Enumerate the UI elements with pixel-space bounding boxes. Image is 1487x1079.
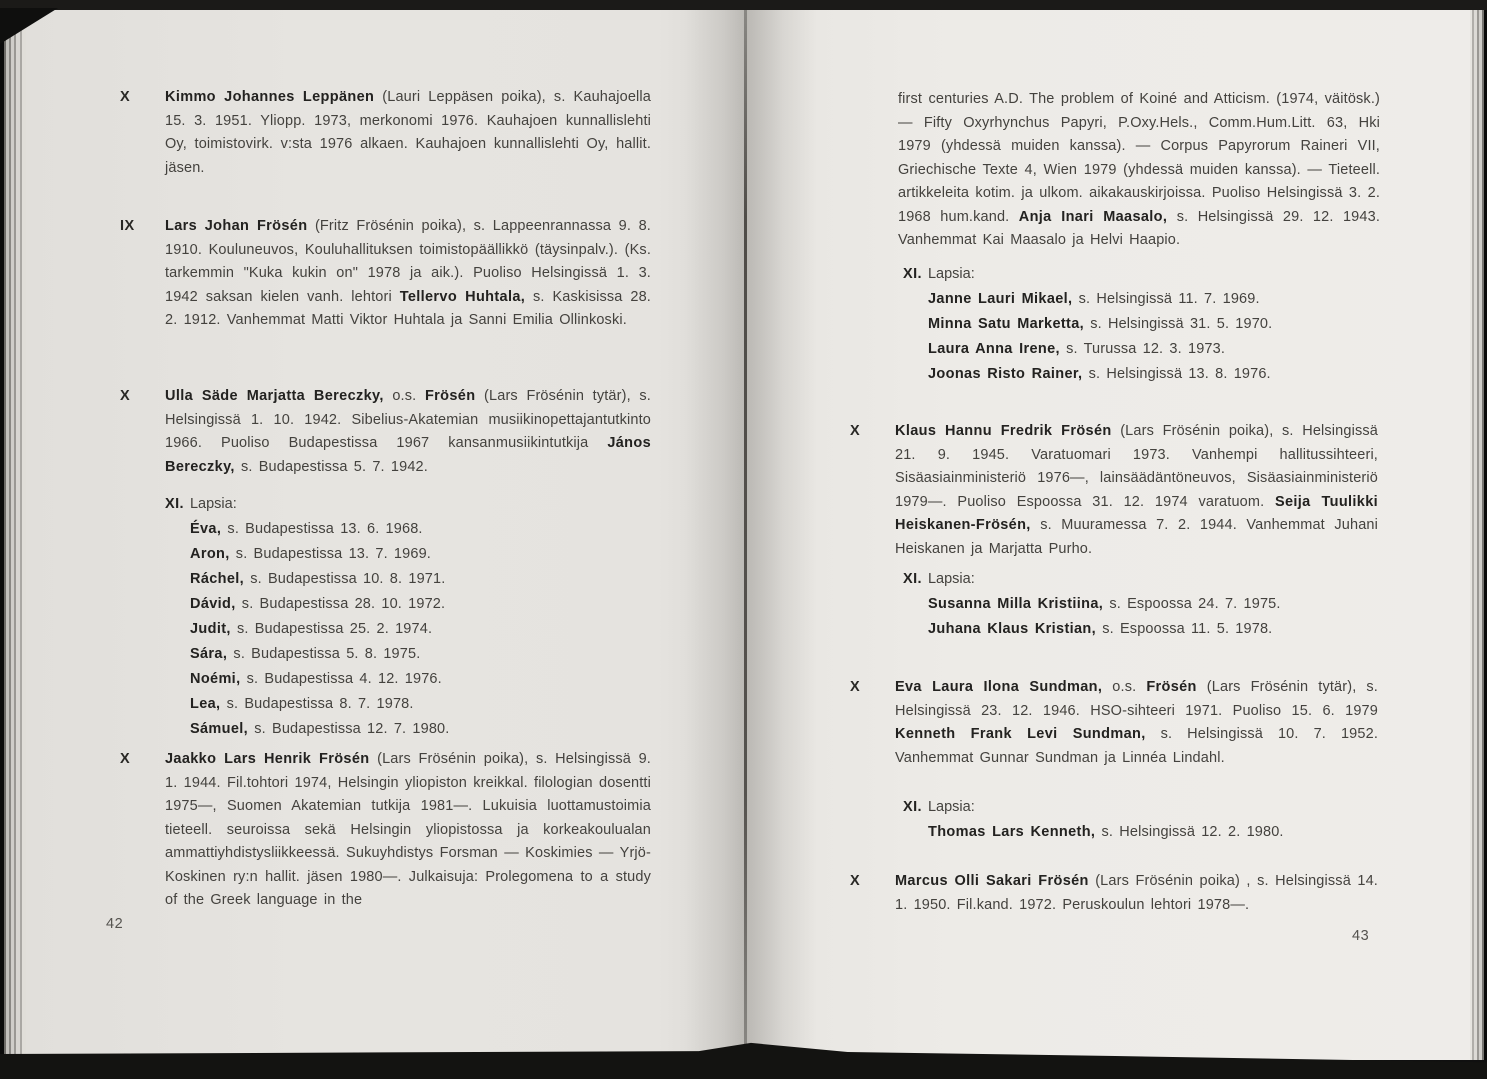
entry-jaakko-frosen: [120, 748, 651, 913]
child-line: Susanna Milla Kristiina, s. Espoossa 24. 7. 1975.: [928, 596, 1281, 612]
entry-kimmo-leppanen: [120, 86, 651, 180]
entry-text: Kimmo Johannes Leppänen (Lauri Leppäsen poika), s. Kauhajoella 15. 3. 1951. Yliopp. 1973, merkonomi 1976. Kauhajoen kunnallislehti Oy, toimistovirk. v:sta 1976 alkaen. Kauhajoen kunnallislehti Oy, hallit. jäsen.: [165, 89, 651, 176]
children-label: [165, 492, 449, 517]
children-label: [903, 795, 1284, 820]
generation-numeral: X: [850, 423, 861, 439]
child-line: Dávid, s. Budapestissa 28. 10. 1972.: [190, 596, 446, 612]
children-label-text: Lapsia:: [927, 799, 975, 815]
children-list: [903, 820, 1284, 845]
children-generation-numeral: XI.: [903, 266, 922, 282]
children-generation-numeral: XI.: [165, 496, 184, 512]
child-line: Joonas Risto Rainer, s. Helsingissä 13. 8. 1976.: [928, 366, 1271, 382]
entry-klaus-frosen: [850, 420, 1378, 561]
children-label-text: Lapsia:: [189, 496, 237, 512]
scan-border-top: [0, 0, 1487, 10]
children-label: [903, 567, 1281, 592]
child-line: Ráchel, s. Budapestissa 10. 8. 1971.: [190, 571, 446, 587]
child-line: Sámuel, s. Budapestissa 12. 7. 1980.: [190, 721, 450, 737]
entry-lars-frosen: [120, 215, 651, 333]
page-edges-right: [1470, 8, 1487, 1060]
children-block-maasalo: [903, 262, 1272, 387]
entry-text: Ulla Säde Marjatta Bereczky, o.s. Frösén (Lars Frösénin tytär), s. Helsingissä 1. 10. 1942. Sibelius-Akatemian musiikinopettajantutkinto 1966. Puoliso Budapestissa 1967 kansanmusiikintutkija János Bereczky, s. Budapestissa 5. 7. 1942.: [165, 388, 651, 475]
generation-numeral: X: [850, 679, 861, 695]
children-block-ulla: [165, 492, 449, 742]
child-line: Janne Lauri Mikael, s. Helsingissä 11. 7. 1969.: [928, 291, 1260, 307]
entry-text: Jaakko Lars Henrik Frösén (Lars Frösénin poika), s. Helsingissä 9. 1. 1944. Fil.tohtori 1974, Helsingin yliopiston kreikkal. filologian dosentti 1975—, Suomen Akatemian tutkija 1981—. Lukuisia luottamustoimia tieteell. seuroissa sekä Helsingin yliopistossa ja korkeakoulualan ammattiyhdistysliikkeessä. Sukuyhdistys Forsman — Koskimies — Yrjö-Koskinen ry:n hallit. jäsen 1980—. Julkaisuja: Prolegomena to a study of the Greek language in the: [165, 751, 651, 908]
children-label: [903, 262, 1272, 287]
entry-eva-sundman: [850, 676, 1378, 770]
entry-text: Marcus Olli Sakari Frösén (Lars Frösénin poika) , s. Helsingissä 14. 1. 1950. Fil.kand. 1972. Peruskoulun lehtori 1978—.: [895, 873, 1378, 913]
children-block-klaus: [903, 567, 1281, 642]
gutter-shadow-left: [685, 10, 744, 1056]
children-list: [903, 592, 1281, 642]
child-line: Aron, s. Budapestissa 13. 7. 1969.: [190, 546, 431, 562]
gutter-shadow-right: [747, 8, 817, 1060]
generation-numeral: X: [120, 89, 131, 105]
child-line: Sára, s. Budapestissa 5. 8. 1975.: [190, 646, 421, 662]
entry-text: Eva Laura Ilona Sundman, o.s. Frösén (Lars Frösénin tytär), s. Helsingissä 23. 12. 1946. HSO-sihteeri 1971. Puoliso 15. 6. 1979 Kenneth Frank Levi Sundman, s. Helsingissä 10. 7. 1952. Vanhemmat Gunnar Sundman ja Linnéa Lindahl.: [895, 679, 1378, 766]
children-label-text: Lapsia:: [927, 266, 975, 282]
entry-text: Klaus Hannu Fredrik Frösén (Lars Frösénin poika), s. Helsingissä 21. 9. 1945. Varatuomari 1973. Vanhempi hallitussihteeri, Sisäasiainministeriö 1976—, lainsäädäntöneuvos, Sisäasiainministeriö 1979—. Puoliso Espoossa 31. 12. 1974 varatuom. Seija Tuulikki Heiskanen-Frösén, s. Muuramessa 7. 2. 1944. Vanhemmat Juhani Heiskanen ja Marjatta Purho.: [895, 423, 1379, 557]
book-gutter: [744, 8, 747, 1056]
children-block-eva: [903, 795, 1284, 845]
child-line: Thomas Lars Kenneth, s. Helsingissä 12. 2. 1980.: [928, 824, 1284, 840]
children-label-text: Lapsia:: [927, 571, 975, 587]
child-line: Judit, s. Budapestissa 25. 2. 1974.: [190, 621, 433, 637]
generation-numeral: IX: [120, 218, 135, 234]
generation-numeral: X: [850, 873, 861, 889]
child-line: Minna Satu Marketta, s. Helsingissä 31. 5. 1970.: [928, 316, 1273, 332]
child-line: Noémi, s. Budapestissa 4. 12. 1976.: [190, 671, 442, 687]
child-line: Laura Anna Irene, s. Turussa 12. 3. 1973.: [928, 341, 1226, 357]
children-generation-numeral: XI.: [903, 571, 922, 587]
child-line: Éva, s. Budapestissa 13. 6. 1968.: [190, 521, 423, 537]
page-number-left: 42: [106, 916, 124, 932]
generation-numeral: X: [120, 388, 131, 404]
generation-numeral: X: [120, 751, 131, 767]
continuation-paragraph: first centuries A.D. The problem of Koiné and Atticism. (1974, väitösk.) — Fifty Oxyrhynchus Papyri, P.Oxy.Hels., Comm.Hum.Litt. 63, Hki 1979 (yhdessä muiden kanssa). — Corpus Papyrorum Raineri VII, Griechische Texte 4, Wien 1979 (yhdessä muiden kanssa). — Tieteell. artikkeleita kotim. ja ulkom. aikakauskirjoissa. Puoliso Helsingissä 3. 2. 1968 hum.kand. Anja Inari Maasalo, s. Helsingissä 29. 12. 1943. Vanhemmat Kai Maasalo ja Helvi Haapio.: [898, 91, 1381, 248]
entry-ulla-bereczky: [120, 385, 651, 479]
entry-text: Lars Johan Frösén (Fritz Frösénin poika), s. Lappeenrannassa 9. 8. 1910. Kouluneuvos, Kouluhallituksen toimistopäällikkö (täysinpalv.). (Ks. tarkemmin "Kuka kukin on" 1978 ja aik.). Puoliso Helsingissä 1. 3. 1942 saksan kielen vanh. lehtori Tellervo Huhtala, s. Kaskisissa 28. 2. 1912. Vanhemmat Matti Viktor Huhtala ja Sanni Emilia Ollinkoski.: [165, 218, 651, 328]
children-list: [903, 287, 1272, 387]
child-line: Juhana Klaus Kristian, s. Espoossa 11. 5. 1978.: [928, 621, 1273, 637]
child-line: Lea, s. Budapestissa 8. 7. 1978.: [190, 696, 414, 712]
page-edges-left: [0, 8, 26, 1056]
children-generation-numeral: XI.: [903, 799, 922, 815]
children-list: [165, 517, 449, 742]
entry-marcus-frosen: [850, 870, 1378, 917]
page-number-right: 43: [1352, 928, 1370, 944]
